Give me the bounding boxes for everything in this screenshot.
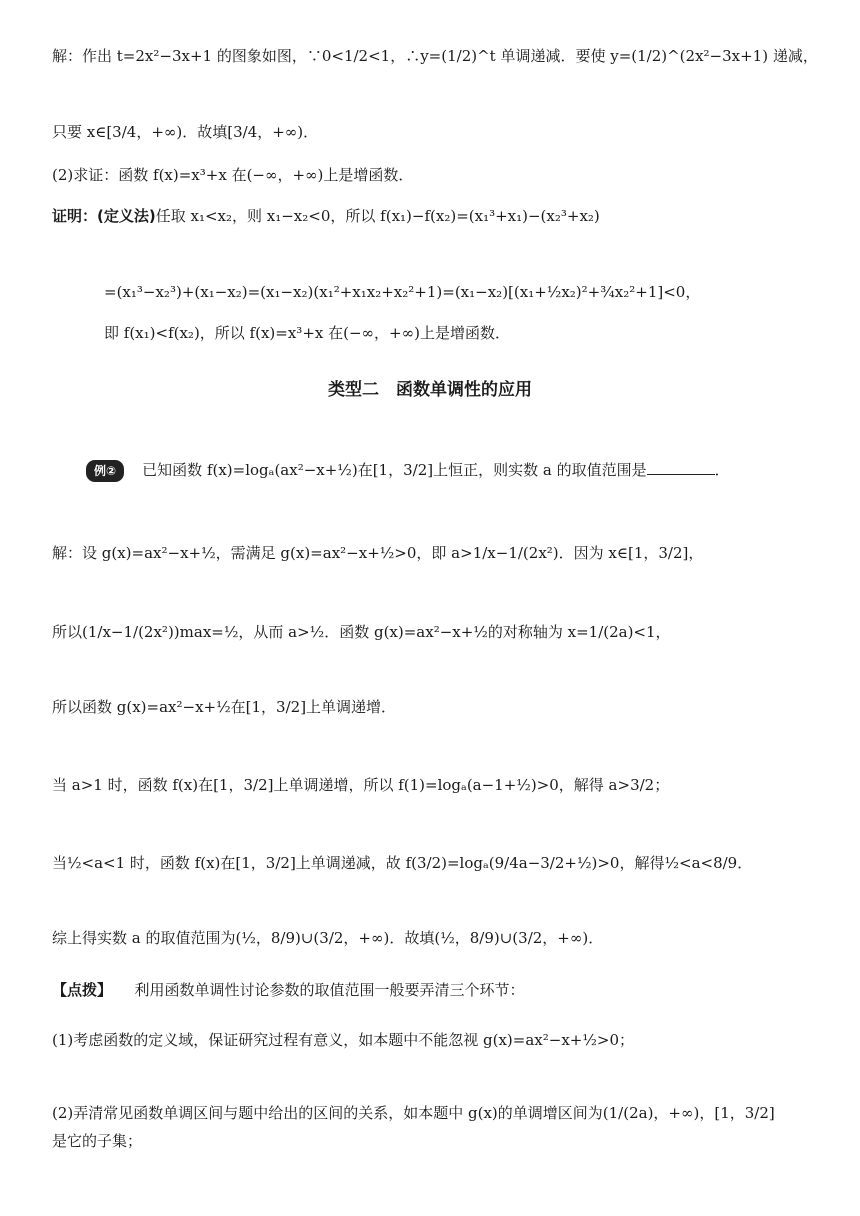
part2-statement: (2)求证：函数 f(x)=x³+x 在(−∞，+∞)上是增函数． — [52, 166, 414, 184]
proof-text1: 任取 x₁<x₂，则 x₁−x₂<0，所以 f(x₁)−f(x₂)=(x₁³+x₁)−(x₂³+x₂) — [155, 207, 600, 225]
tips-intro: 利用函数单调性讨论参数的取值范围一般要弄清三个环节： — [134, 981, 525, 999]
solution2-line3: 所以函数 g(x)=ax²−x+½在[1，3/2]上单调递增． — [52, 698, 397, 716]
section-heading: 类型二 函数单调性的应用 — [328, 380, 532, 400]
tips-point2a: (2)弄清常见函数单调区间与题中给出的区间的关系，如本题中 g(x)的单调增区间为(1/(2a)，+∞)，[1，3/2] — [52, 1104, 775, 1122]
example2-end: ． — [714, 461, 730, 479]
proof-label: 证明：(定义法) — [52, 207, 156, 225]
example2 — [86, 460, 824, 482]
proof-line1 — [52, 206, 824, 226]
tips-point1: (1)考虑函数的定义域，保证研究过程有意义，如本题中不能忽视 g(x)=ax²−x+½>0； — [52, 1031, 635, 1049]
solution2-line6: 综上得实数 a 的取值范围为(½，8/9)∪(3/2，+∞)．故填(½，8/9)∪(3/2，+∞)． — [52, 929, 604, 947]
tips-label: 【点拨】 — [52, 981, 105, 999]
tips-point2b: 是它的子集； — [52, 1132, 143, 1150]
solution2-line5: 当½<a<1 时，函数 f(x)在[1，3/2]上单调递减，故 f(3/2)=logₐ(9/4a−3/2+½)>0，解得½<a<8/9． — [52, 854, 753, 872]
tips-header — [52, 980, 824, 1000]
example-badge: 例② — [86, 460, 124, 482]
solution2-line4: 当 a>1 时，函数 f(x)在[1，3/2]上单调递增，所以 f(1)=logₐ(a−1+½)>0，解得 a>3/2； — [52, 776, 670, 794]
example2-text: 已知函数 f(x)=logₐ(ax²−x+½)在[1，3/2]上恒正，则实数 a 的取值范围是 — [142, 461, 647, 479]
proof-line2: =(x₁³−x₂³)+(x₁−x₂)=(x₁−x₂)(x₁²+x₁x₂+x₂²+1)=(x₁−x₂)[(x₁+½x₂)²+¾x₂²+1]<0， — [104, 283, 701, 301]
solution1-line2: 只要 x∈[3/4，+∞)．故填[3/4，+∞)． — [52, 123, 319, 141]
solution1-line1: 解：作出 t=2x²−3x+1 的图象如图，∵0<1/2<1，∴y=(1/2)^t 单调递减．要使 y=(1/2)^(2x²−3x+1) 递减， — [52, 47, 818, 65]
solution2-line1: 解：设 g(x)=ax²−x+½，需满足 g(x)=ax²−x+½>0，即 a>1/x−1/(2x²)．因为 x∈[1，3/2]， — [52, 544, 704, 562]
solution2-line2: 所以(1/x−1/(2x²))max=½，从而 a>½．函数 g(x)=ax²−x+½的对称轴为 x=1/(2a)<1， — [52, 623, 671, 641]
answer-blank — [647, 460, 715, 475]
proof-line3: 即 f(x₁)<f(x₂)，所以 f(x)=x³+x 在(−∞，+∞)上是增函数． — [104, 324, 510, 342]
